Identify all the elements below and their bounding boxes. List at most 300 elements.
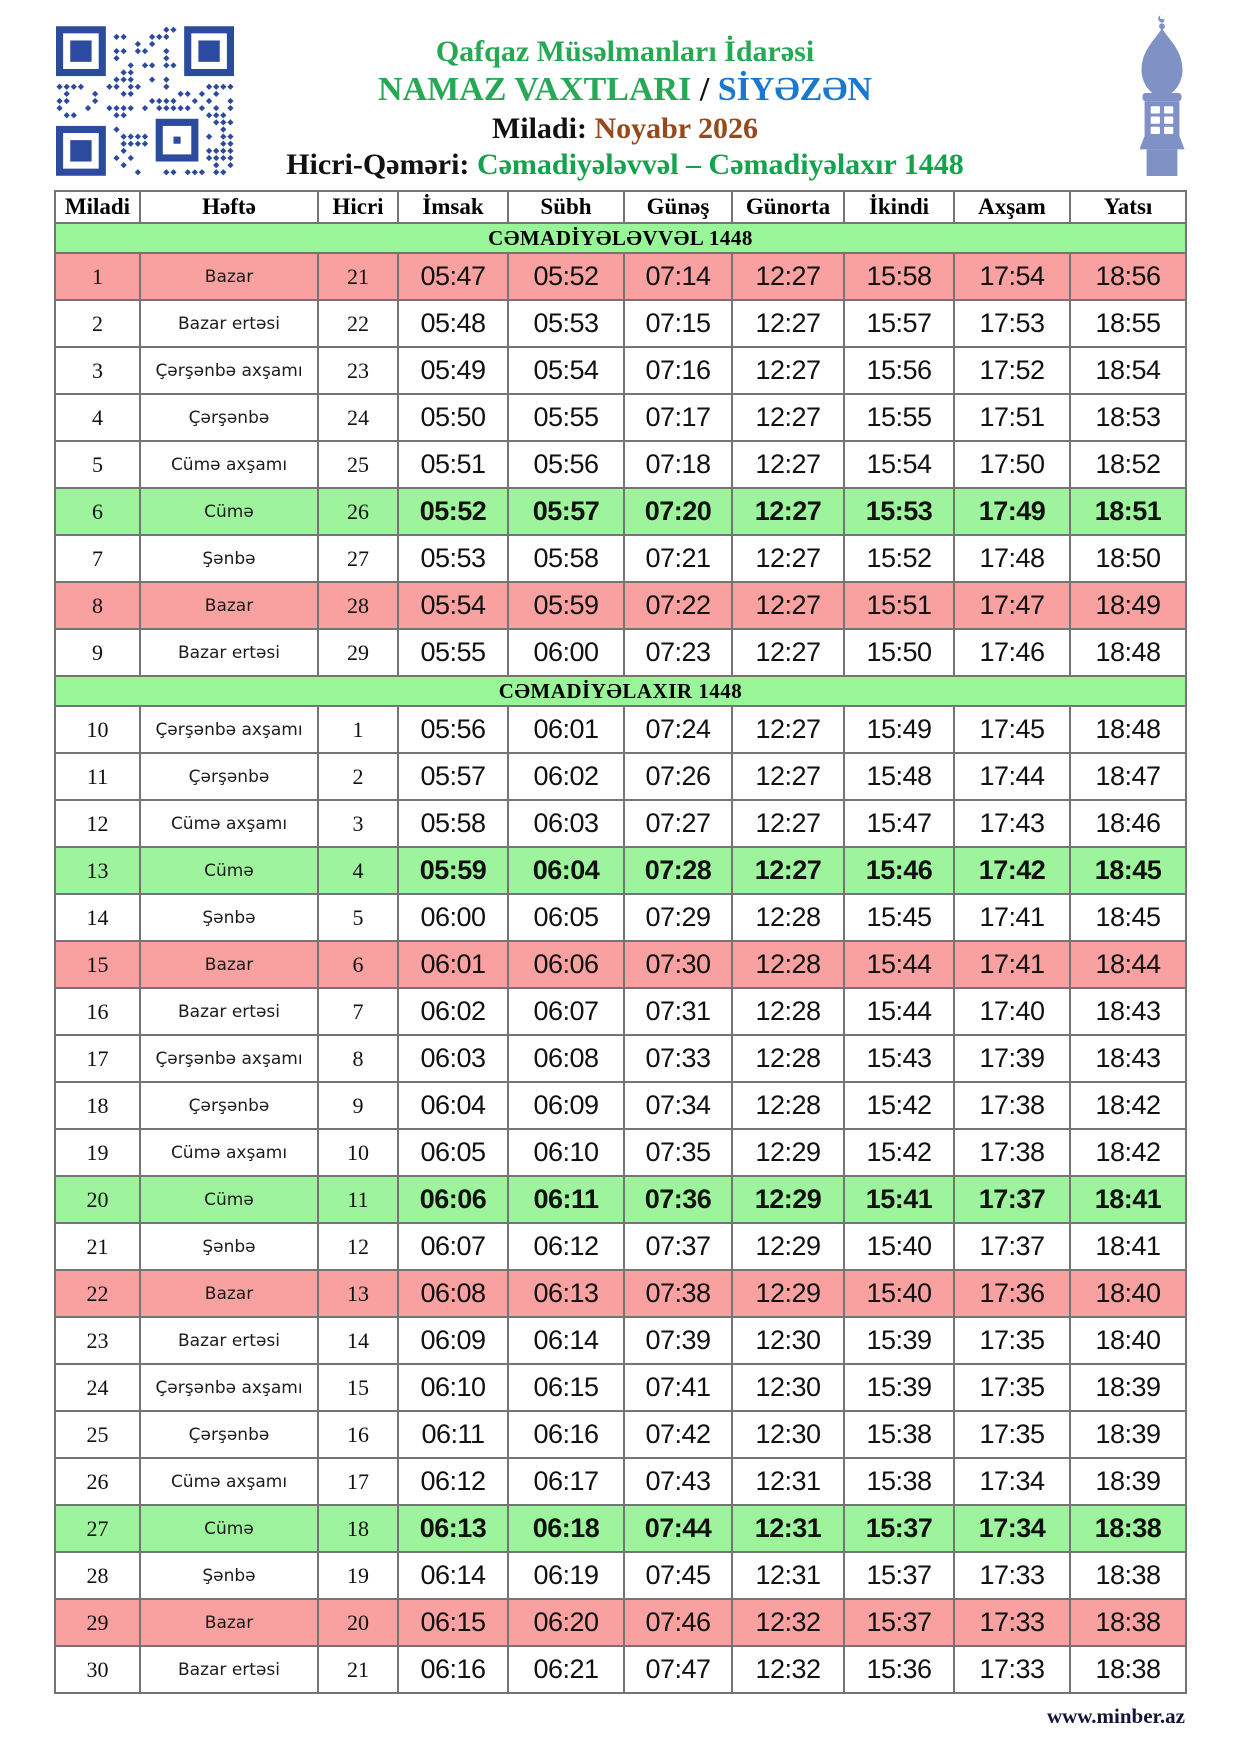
yatsi-cell: 18:38 (1070, 1646, 1186, 1693)
gunorta-cell: 12:27 (732, 629, 844, 676)
table-row (55, 753, 1186, 800)
ikindi-cell: 15:41 (844, 1176, 954, 1223)
miladi-cell: 16 (55, 988, 140, 1035)
website-text: www.minber.az (1046, 1704, 1185, 1728)
gunes-cell: 07:41 (624, 1364, 732, 1411)
imsak-cell: 06:01 (398, 941, 508, 988)
gunorta-cell: 12:27 (732, 253, 844, 300)
subh-cell: 06:07 (508, 988, 624, 1035)
table-row (55, 1082, 1186, 1129)
yatsi-cell: 18:38 (1070, 1552, 1186, 1599)
miladi-cell: 28 (55, 1552, 140, 1599)
miladi-cell: 10 (55, 706, 140, 753)
miladi-label: Miladi: (491, 112, 595, 145)
subh-cell: 06:19 (508, 1552, 624, 1599)
yatsi-cell: 18:40 (1070, 1270, 1186, 1317)
gunorta-cell: 12:30 (732, 1364, 844, 1411)
axsam-cell: 17:36 (954, 1270, 1070, 1317)
miladi-cell: 24 (55, 1364, 140, 1411)
axsam-cell: 17:48 (954, 535, 1070, 582)
imsak-cell: 05:59 (398, 847, 508, 894)
axsam-cell: 17:44 (954, 753, 1070, 800)
imsak-cell: 06:07 (398, 1223, 508, 1270)
hicri-cell: 18 (318, 1505, 398, 1552)
subh-cell: 05:53 (508, 300, 624, 347)
yatsi-cell: 18:38 (1070, 1599, 1186, 1646)
weekday-cell: Cümə (140, 1505, 318, 1552)
hicri-cell: 12 (318, 1223, 398, 1270)
miladi-cell: 7 (55, 535, 140, 582)
hicri-cell: 28 (318, 582, 398, 629)
miladi-cell: 9 (55, 629, 140, 676)
gunes-cell: 07:23 (624, 629, 732, 676)
subh-cell: 06:16 (508, 1411, 624, 1458)
gunes-cell: 07:35 (624, 1129, 732, 1176)
weekday-cell: Çərşənbə axşamı (140, 1035, 318, 1082)
hicri-label: Hicri-Qəməri: (286, 148, 477, 181)
weekday-cell: Çərşənbə axşamı (140, 347, 318, 394)
table-row (55, 1552, 1186, 1599)
imsak-cell: 05:49 (398, 347, 508, 394)
axsam-cell: 17:37 (954, 1176, 1070, 1223)
gunorta-cell: 12:31 (732, 1552, 844, 1599)
weekday-cell: Çərşənbə (140, 753, 318, 800)
weekday-cell: Şənbə (140, 535, 318, 582)
subh-cell: 06:05 (508, 894, 624, 941)
gunes-cell: 07:16 (624, 347, 732, 394)
organization-title: Qafqaz Müsəlmanları İdarəsi (435, 35, 815, 68)
gunorta-cell: 12:27 (732, 847, 844, 894)
gunorta-cell: 12:27 (732, 706, 844, 753)
ikindi-cell: 15:44 (844, 988, 954, 1035)
gunorta-cell: 12:27 (732, 535, 844, 582)
subh-cell: 06:15 (508, 1364, 624, 1411)
gunes-cell: 07:39 (624, 1317, 732, 1364)
table-row (55, 941, 1186, 988)
gunorta-cell: 12:28 (732, 1082, 844, 1129)
gunes-cell: 07:29 (624, 894, 732, 941)
gunes-cell: 07:22 (624, 582, 732, 629)
section-title: CƏMADİYƏLAXIR 1448 (55, 676, 1186, 706)
ikindi-cell: 15:40 (844, 1223, 954, 1270)
weekday-cell: Çərşənbə axşamı (140, 706, 318, 753)
miladi-cell: 1 (55, 253, 140, 300)
weekday-cell: Cümə axşamı (140, 1129, 318, 1176)
weekday-cell: Çərşənbə (140, 1082, 318, 1129)
column-header-subh: Sübh (508, 191, 624, 223)
miladi-cell: 4 (55, 394, 140, 441)
weekday-cell: Çərşənbə axşamı (140, 1364, 318, 1411)
hicri-cell: 13 (318, 1270, 398, 1317)
table-row (55, 1270, 1186, 1317)
hicri-cell: 29 (318, 629, 398, 676)
axsam-cell: 17:39 (954, 1035, 1070, 1082)
axsam-cell: 17:35 (954, 1364, 1070, 1411)
axsam-cell: 17:35 (954, 1411, 1070, 1458)
axsam-cell: 17:47 (954, 582, 1070, 629)
hicri-cell: 14 (318, 1317, 398, 1364)
gunorta-cell: 12:28 (732, 1035, 844, 1082)
table-row (55, 847, 1186, 894)
section-title: CƏMADİYƏLƏVVƏL 1448 (55, 223, 1186, 253)
subh-cell: 06:03 (508, 800, 624, 847)
weekday-cell: Bazar ertəsi (140, 988, 318, 1035)
column-header-gunes: Günəş (624, 191, 732, 223)
imsak-cell: 05:48 (398, 300, 508, 347)
yatsi-cell: 18:43 (1070, 1035, 1186, 1082)
table-row (55, 582, 1186, 629)
table-row (55, 706, 1186, 753)
yatsi-cell: 18:48 (1070, 706, 1186, 753)
yatsi-cell: 18:39 (1070, 1458, 1186, 1505)
miladi-cell: 21 (55, 1223, 140, 1270)
subh-cell: 06:14 (508, 1317, 624, 1364)
hicri-cell: 17 (318, 1458, 398, 1505)
imsak-cell: 05:58 (398, 800, 508, 847)
subh-cell: 06:00 (508, 629, 624, 676)
miladi-cell: 26 (55, 1458, 140, 1505)
gunorta-cell: 12:30 (732, 1317, 844, 1364)
weekday-cell: Cümə (140, 488, 318, 535)
gunes-cell: 07:26 (624, 753, 732, 800)
gunes-cell: 07:38 (624, 1270, 732, 1317)
axsam-cell: 17:33 (954, 1646, 1070, 1693)
axsam-cell: 17:41 (954, 941, 1070, 988)
miladi-cell: 8 (55, 582, 140, 629)
imsak-cell: 05:51 (398, 441, 508, 488)
miladi-value: Noyabr 2026 (594, 112, 759, 145)
imsak-cell: 06:06 (398, 1176, 508, 1223)
weekday-cell: Bazar (140, 1270, 318, 1317)
table-row (55, 1035, 1186, 1082)
imsak-cell: 05:50 (398, 394, 508, 441)
miladi-cell: 3 (55, 347, 140, 394)
imsak-cell: 06:10 (398, 1364, 508, 1411)
gunes-cell: 07:28 (624, 847, 732, 894)
weekday-cell: Cümə axşamı (140, 800, 318, 847)
yatsi-cell: 18:54 (1070, 347, 1186, 394)
table-row (55, 394, 1186, 441)
hicri-cell: 23 (318, 347, 398, 394)
table-row (55, 1364, 1186, 1411)
yatsi-cell: 18:41 (1070, 1176, 1186, 1223)
subh-cell: 05:55 (508, 394, 624, 441)
ikindi-cell: 15:38 (844, 1458, 954, 1505)
table-row (55, 253, 1186, 300)
table-row (55, 535, 1186, 582)
ikindi-cell: 15:56 (844, 347, 954, 394)
hicri-cell: 20 (318, 1599, 398, 1646)
axsam-cell: 17:50 (954, 441, 1070, 488)
hicri-cell: 19 (318, 1552, 398, 1599)
subh-cell: 06:21 (508, 1646, 624, 1693)
yatsi-cell: 18:39 (1070, 1411, 1186, 1458)
weekday-cell: Bazar ertəsi (140, 629, 318, 676)
axsam-cell: 17:33 (954, 1552, 1070, 1599)
miladi-cell: 6 (55, 488, 140, 535)
column-header-imsak: İmsak (398, 191, 508, 223)
gunorta-cell: 12:27 (732, 800, 844, 847)
miladi-cell: 19 (55, 1129, 140, 1176)
imsak-cell: 06:00 (398, 894, 508, 941)
weekday-cell: Şənbə (140, 1223, 318, 1270)
gunes-cell: 07:37 (624, 1223, 732, 1270)
yatsi-cell: 18:42 (1070, 1129, 1186, 1176)
hicri-cell: 15 (318, 1364, 398, 1411)
weekday-cell: Cümə (140, 1176, 318, 1223)
gregorian-month-line (235, 110, 1015, 147)
weekday-cell: Çərşənbə (140, 394, 318, 441)
ikindi-cell: 15:36 (844, 1646, 954, 1693)
ikindi-cell: 15:39 (844, 1364, 954, 1411)
gunorta-cell: 12:27 (732, 488, 844, 535)
hicri-cell: 11 (318, 1176, 398, 1223)
column-header-miladi: Miladi (55, 191, 140, 223)
subh-cell: 06:18 (508, 1505, 624, 1552)
imsak-cell: 06:04 (398, 1082, 508, 1129)
imsak-cell: 06:09 (398, 1317, 508, 1364)
imsak-cell: 05:57 (398, 753, 508, 800)
hicri-cell: 25 (318, 441, 398, 488)
ikindi-cell: 15:49 (844, 706, 954, 753)
ikindi-cell: 15:54 (844, 441, 954, 488)
yatsi-cell: 18:43 (1070, 988, 1186, 1035)
gunorta-cell: 12:31 (732, 1505, 844, 1552)
subh-cell: 06:11 (508, 1176, 624, 1223)
yatsi-cell: 18:45 (1070, 847, 1186, 894)
hicri-cell: 9 (318, 1082, 398, 1129)
axsam-cell: 17:38 (954, 1082, 1070, 1129)
weekday-cell: Şənbə (140, 1552, 318, 1599)
miladi-cell: 22 (55, 1270, 140, 1317)
weekday-cell: Cümə axşamı (140, 1458, 318, 1505)
yatsi-cell: 18:51 (1070, 488, 1186, 535)
hicri-cell: 3 (318, 800, 398, 847)
gunes-cell: 07:43 (624, 1458, 732, 1505)
subh-cell: 05:58 (508, 535, 624, 582)
axsam-cell: 17:49 (954, 488, 1070, 535)
yatsi-cell: 18:40 (1070, 1317, 1186, 1364)
gunorta-cell: 12:27 (732, 753, 844, 800)
yatsi-cell: 18:55 (1070, 300, 1186, 347)
hijri-month-line (235, 147, 1015, 183)
hicri-cell: 2 (318, 753, 398, 800)
gunorta-cell: 12:27 (732, 394, 844, 441)
table-row (55, 1411, 1186, 1458)
ikindi-cell: 15:47 (844, 800, 954, 847)
imsak-cell: 05:56 (398, 706, 508, 753)
ikindi-cell: 15:37 (844, 1552, 954, 1599)
ikindi-cell: 15:46 (844, 847, 954, 894)
prayer-table-body (55, 223, 1186, 1693)
subh-cell: 06:06 (508, 941, 624, 988)
ikindi-cell: 15:44 (844, 941, 954, 988)
subh-cell: 05:57 (508, 488, 624, 535)
column-header-ikindi: İkindi (844, 191, 954, 223)
gunorta-cell: 12:27 (732, 300, 844, 347)
yatsi-cell: 18:38 (1070, 1505, 1186, 1552)
gunorta-cell: 12:28 (732, 941, 844, 988)
imsak-cell: 06:13 (398, 1505, 508, 1552)
ikindi-cell: 15:37 (844, 1505, 954, 1552)
miladi-cell: 25 (55, 1411, 140, 1458)
imsak-cell: 06:11 (398, 1411, 508, 1458)
axsam-cell: 17:53 (954, 300, 1070, 347)
imsak-cell: 06:12 (398, 1458, 508, 1505)
subh-cell: 05:59 (508, 582, 624, 629)
weekday-cell: Bazar (140, 941, 318, 988)
yatsi-cell: 18:52 (1070, 441, 1186, 488)
title-separator: / (691, 71, 718, 108)
hicri-cell: 10 (318, 1129, 398, 1176)
weekday-cell: Bazar ertəsi (140, 1646, 318, 1693)
imsak-cell: 05:52 (398, 488, 508, 535)
subh-cell: 06:08 (508, 1035, 624, 1082)
ikindi-cell: 15:39 (844, 1317, 954, 1364)
gunorta-cell: 12:27 (732, 441, 844, 488)
miladi-cell: 12 (55, 800, 140, 847)
miladi-cell: 11 (55, 753, 140, 800)
miladi-cell: 2 (55, 300, 140, 347)
imsak-cell: 06:05 (398, 1129, 508, 1176)
gunes-cell: 07:44 (624, 1505, 732, 1552)
gunorta-cell: 12:28 (732, 988, 844, 1035)
gunorta-cell: 12:29 (732, 1176, 844, 1223)
ikindi-cell: 15:52 (844, 535, 954, 582)
title-main: NAMAZ VAXTLARI (378, 71, 692, 108)
gunorta-cell: 12:27 (732, 347, 844, 394)
miladi-cell: 20 (55, 1176, 140, 1223)
gunes-cell: 07:47 (624, 1646, 732, 1693)
table-row (55, 488, 1186, 535)
gunes-cell: 07:42 (624, 1411, 732, 1458)
ikindi-cell: 15:57 (844, 300, 954, 347)
section-row (55, 676, 1186, 706)
axsam-cell: 17:52 (954, 347, 1070, 394)
imsak-cell: 05:47 (398, 253, 508, 300)
imsak-cell: 06:08 (398, 1270, 508, 1317)
gunes-cell: 07:17 (624, 394, 732, 441)
table-row (55, 1599, 1186, 1646)
yatsi-cell: 18:42 (1070, 1082, 1186, 1129)
ikindi-cell: 15:43 (844, 1035, 954, 1082)
subh-cell: 06:01 (508, 706, 624, 753)
hicri-cell: 4 (318, 847, 398, 894)
axsam-cell: 17:43 (954, 800, 1070, 847)
table-row (55, 1317, 1186, 1364)
gunes-cell: 07:20 (624, 488, 732, 535)
yatsi-cell: 18:45 (1070, 894, 1186, 941)
gunorta-cell: 12:30 (732, 1411, 844, 1458)
subh-cell: 05:56 (508, 441, 624, 488)
gunes-cell: 07:31 (624, 988, 732, 1035)
hicri-cell: 6 (318, 941, 398, 988)
weekday-cell: Çərşənbə (140, 1411, 318, 1458)
imsak-cell: 06:03 (398, 1035, 508, 1082)
hicri-cell: 7 (318, 988, 398, 1035)
subh-cell: 06:09 (508, 1082, 624, 1129)
miladi-cell: 5 (55, 441, 140, 488)
miladi-cell: 23 (55, 1317, 140, 1364)
yatsi-cell: 18:48 (1070, 629, 1186, 676)
gunorta-cell: 12:29 (732, 1270, 844, 1317)
axsam-cell: 17:45 (954, 706, 1070, 753)
axsam-cell: 17:33 (954, 1599, 1070, 1646)
miladi-cell: 18 (55, 1082, 140, 1129)
hicri-cell: 22 (318, 300, 398, 347)
gunes-cell: 07:18 (624, 441, 732, 488)
column-header-axsam: Axşam (954, 191, 1070, 223)
yatsi-cell: 18:44 (1070, 941, 1186, 988)
gunes-cell: 07:21 (624, 535, 732, 582)
ikindi-cell: 15:42 (844, 1082, 954, 1129)
subh-cell: 05:52 (508, 253, 624, 300)
gunorta-cell: 12:28 (732, 894, 844, 941)
ikindi-cell: 15:48 (844, 753, 954, 800)
hicri-cell: 8 (318, 1035, 398, 1082)
hicri-cell: 21 (318, 1646, 398, 1693)
yatsi-cell: 18:53 (1070, 394, 1186, 441)
table-row (55, 894, 1186, 941)
table-header-row (55, 191, 1186, 223)
table-row (55, 1646, 1186, 1693)
miladi-cell: 13 (55, 847, 140, 894)
qr-code (56, 26, 234, 176)
weekday-cell: Bazar (140, 253, 318, 300)
table-row (55, 347, 1186, 394)
hicri-cell: 1 (318, 706, 398, 753)
weekday-cell: Bazar ertəsi (140, 300, 318, 347)
gunes-cell: 07:45 (624, 1552, 732, 1599)
miladi-cell: 17 (55, 1035, 140, 1082)
gunes-cell: 07:46 (624, 1599, 732, 1646)
table-row (55, 1223, 1186, 1270)
hicri-cell: 27 (318, 535, 398, 582)
gunes-cell: 07:33 (624, 1035, 732, 1082)
column-header-weekday: Həftə (140, 191, 318, 223)
gunes-cell: 07:24 (624, 706, 732, 753)
weekday-cell: Bazar (140, 582, 318, 629)
hicri-cell: 24 (318, 394, 398, 441)
table-row (55, 1129, 1186, 1176)
ikindi-cell: 15:37 (844, 1599, 954, 1646)
gunes-cell: 07:27 (624, 800, 732, 847)
table-row (55, 988, 1186, 1035)
imsak-cell: 06:14 (398, 1552, 508, 1599)
imsak-cell: 05:55 (398, 629, 508, 676)
miladi-cell: 14 (55, 894, 140, 941)
subh-cell: 06:04 (508, 847, 624, 894)
table-row (55, 441, 1186, 488)
axsam-cell: 17:46 (954, 629, 1070, 676)
column-header-hicri: Hicri (318, 191, 398, 223)
weekday-cell: Cümə (140, 847, 318, 894)
title-city: SİYƏZƏN (717, 71, 872, 108)
subh-cell: 06:13 (508, 1270, 624, 1317)
gunes-cell: 07:34 (624, 1082, 732, 1129)
prayer-times-table (54, 190, 1187, 1694)
yatsi-cell: 18:50 (1070, 535, 1186, 582)
ikindi-cell: 15:58 (844, 253, 954, 300)
axsam-cell: 17:54 (954, 253, 1070, 300)
gunes-cell: 07:36 (624, 1176, 732, 1223)
ikindi-cell: 15:53 (844, 488, 954, 535)
ikindi-cell: 15:40 (844, 1270, 954, 1317)
table-row (55, 1505, 1186, 1552)
yatsi-cell: 18:41 (1070, 1223, 1186, 1270)
table-row (55, 629, 1186, 676)
axsam-cell: 17:34 (954, 1458, 1070, 1505)
